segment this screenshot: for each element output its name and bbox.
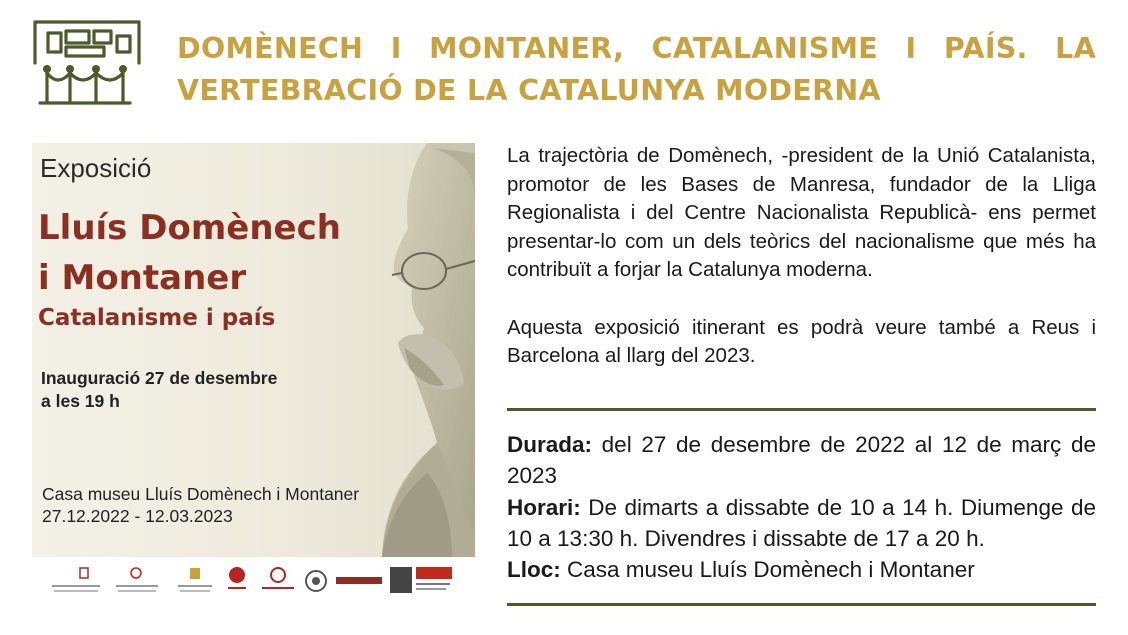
divider xyxy=(507,603,1096,606)
hours-label: Horari: xyxy=(507,494,581,520)
intro-paragraph: Aquesta exposició itinerant es podrà veure també a Reus i Barcelona al llarg del 2023. xyxy=(507,315,1096,368)
duration-value: del 27 de desembre de 2022 al 12 de març de 2023 xyxy=(507,432,1096,489)
page-title: DOMÈNECH I MONTANER, CATALANISME I PAÍS. LA VERTEBRACIÓ DE LA CATALUNYA MODERNA xyxy=(177,32,1096,107)
poster-kicker: Exposició xyxy=(40,153,152,183)
poster-venue: Casa museu Lluís Domènech i Montaner xyxy=(42,484,360,504)
intro-text xyxy=(507,142,1096,371)
sponsor-logo-biblioteca xyxy=(228,567,246,589)
poster-name-line2: i Montaner xyxy=(38,258,247,298)
sponsor-logo-labdomenech xyxy=(262,568,294,589)
museum-gallery-icon xyxy=(30,17,144,109)
place-row xyxy=(507,554,1096,585)
hours-row xyxy=(507,492,1096,555)
poster-dates: 27.12.2022 - 12.03.2023 xyxy=(42,506,233,526)
sponsor-logos-strip xyxy=(32,563,475,599)
poster-subtitle: Catalanisme i país xyxy=(38,305,276,331)
poster-inauguration-line2: a les 19 h xyxy=(41,391,120,411)
hours-value: De dimarts a dissabte de 10 a 14 h. Diumenge de 10 a 13:30 h. Divendres i dissabte de 17 a 20 h. xyxy=(507,494,1096,551)
sponsor-logo-generalitat xyxy=(52,568,100,592)
exhibition-poster xyxy=(32,143,475,557)
sponsor-logo-100-anniversary xyxy=(390,567,452,593)
sponsor-logo-ajuntament xyxy=(178,568,212,592)
poster-name-line1: Lluís Domènech xyxy=(38,208,341,248)
sponsor-logo-seal xyxy=(306,571,326,591)
duration-label: Durada: xyxy=(507,432,593,457)
duration-row xyxy=(507,429,1096,492)
place-label: Lloc: xyxy=(507,557,561,583)
exhibition-info xyxy=(507,429,1096,585)
intro-paragraph: La trajectòria de Domènech, -president de la Unió Catalanista, promotor de les Bases de Manresa, fundador de la Lliga Regionalista i del Centre Nacionalista Republicà- ens permet presentar-lo com un dels teòrics del nacionalisme que més ha contribuït a forjar la Catalunya moderna. xyxy=(507,144,1096,282)
sponsor-logo-centre-estudis xyxy=(116,568,158,592)
poster-inauguration-line1: Inauguració 27 de desembre xyxy=(41,368,278,388)
sponsor-logo-domenech-mania xyxy=(336,577,382,584)
place-value: Casa museu Lluís Domènech i Montaner xyxy=(567,557,975,583)
divider xyxy=(507,408,1096,411)
